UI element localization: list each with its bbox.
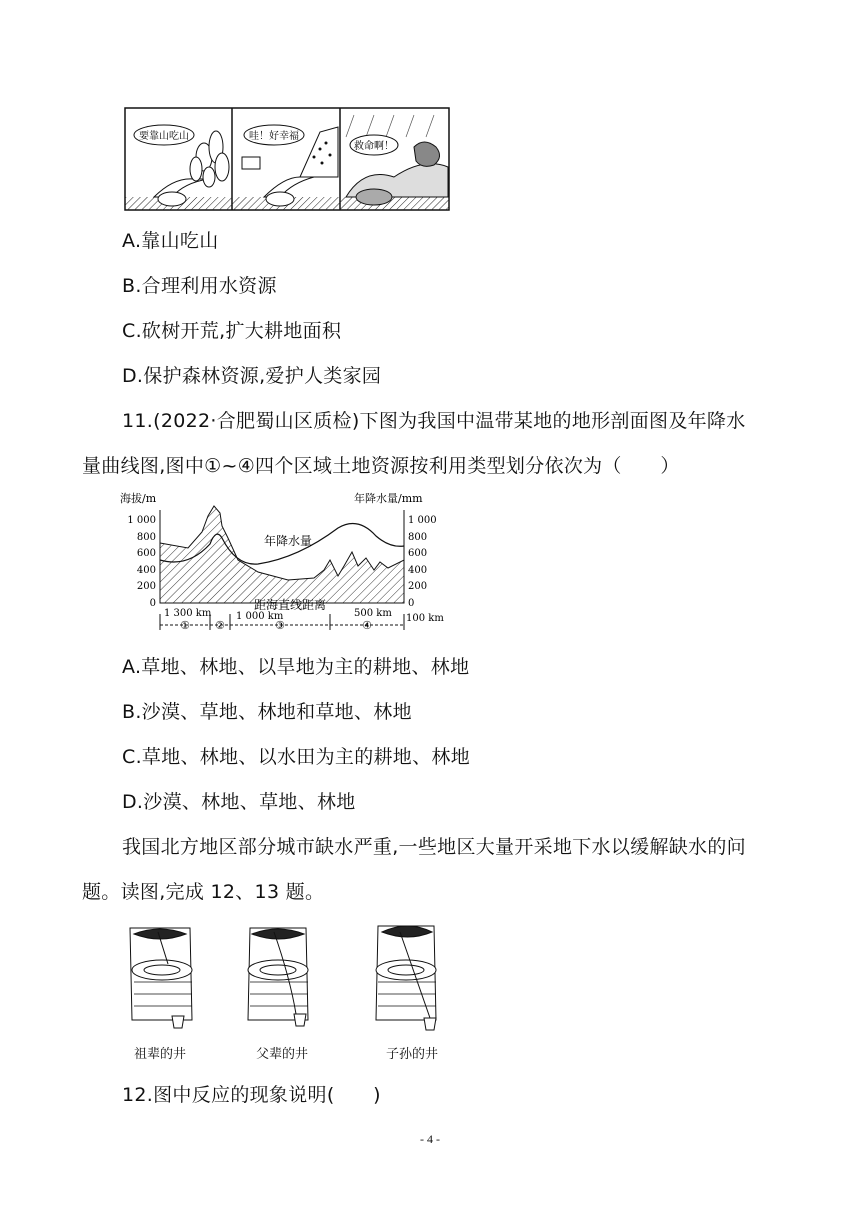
q11-stem-line2: 量曲线图,图中①~④四个区域土地资源按利用类型划分依次为（ ） [82, 455, 680, 477]
right-axis-label: 年降水量/mm [354, 492, 423, 505]
well-grandchildren [376, 926, 436, 1030]
q10-option-c: C.砍树开荒,扩大耕地面积 [122, 320, 342, 342]
distance-label: 1 000 km [236, 611, 284, 622]
zone-label: ③ [275, 619, 285, 632]
terrain-profile [160, 506, 404, 603]
well-grandparents [130, 928, 192, 1028]
q11-option-a: A.草地、林地、以旱地为主的耕地、林地 [122, 656, 470, 678]
bubble-1: 要靠山吃山 [139, 131, 189, 142]
q11-option-b: B.沙漠、草地、林地和草地、林地 [122, 701, 412, 723]
curve-label: 年降水量 [264, 534, 313, 548]
intro-line1: 我国北方地区部分城市缺水严重,一些地区大量开采地下水以缓解缺水的问 [122, 836, 746, 858]
distance-label: 1 300 km [164, 608, 212, 619]
distance-label: 100 km [406, 613, 444, 624]
right-ticks [408, 515, 437, 609]
q10-option-b: B.合理利用水资源 [122, 275, 277, 297]
distance-label: 500 km [354, 608, 392, 619]
right-tick: 400 [408, 565, 428, 576]
q11-option-d: D.沙漠、林地、草地、林地 [122, 791, 356, 813]
right-tick: 600 [408, 548, 428, 559]
bubble-2: 哇！好幸福 [249, 131, 299, 142]
xaxis-label: 距海直线距离 [254, 598, 327, 612]
well-caption-3: 子孙的井 [386, 1047, 439, 1062]
right-tick: 200 [408, 581, 428, 592]
bubble-3: 救命啊！ [354, 141, 394, 152]
left-ticks [127, 515, 156, 609]
well-parents [248, 928, 308, 1026]
terrain-profile-chart [118, 488, 450, 634]
left-tick: 400 [136, 565, 156, 576]
well-caption-1: 祖辈的井 [134, 1047, 187, 1062]
right-tick: 1 000 [408, 515, 437, 526]
q10-option-d: D.保护森林资源,爱护人类家园 [122, 365, 382, 387]
zone-label: ① [180, 619, 190, 632]
q11-option-c: C.草地、林地、以水田为主的耕地、林地 [122, 746, 471, 768]
q12-stem: 12.图中反应的现象说明( ) [122, 1084, 381, 1106]
q11-stem-line1: 11.(2022·合肥蜀山区质检)下图为我国中温带某地的地形剖面图及年降水 [122, 410, 746, 432]
left-tick: 200 [136, 581, 156, 592]
left-tick: 800 [136, 532, 156, 543]
right-tick: 0 [408, 598, 415, 609]
cartoon-strip [124, 107, 450, 211]
wells-figure [120, 918, 460, 1058]
well-caption-2: 父辈的井 [256, 1047, 309, 1062]
left-axis-label: 海拔/m [120, 492, 157, 505]
zone-label: ④ [362, 619, 372, 632]
left-tick: 1 000 [127, 515, 156, 526]
right-tick: 800 [408, 532, 428, 543]
left-tick: 0 [149, 598, 156, 609]
left-tick: 600 [136, 548, 156, 559]
q10-option-a: A.靠山吃山 [122, 230, 219, 252]
zone-label: ② [215, 619, 225, 632]
page-number: - 4 - [420, 1132, 440, 1146]
intro-line2: 题。读图,完成 12、13 题。 [82, 881, 325, 903]
